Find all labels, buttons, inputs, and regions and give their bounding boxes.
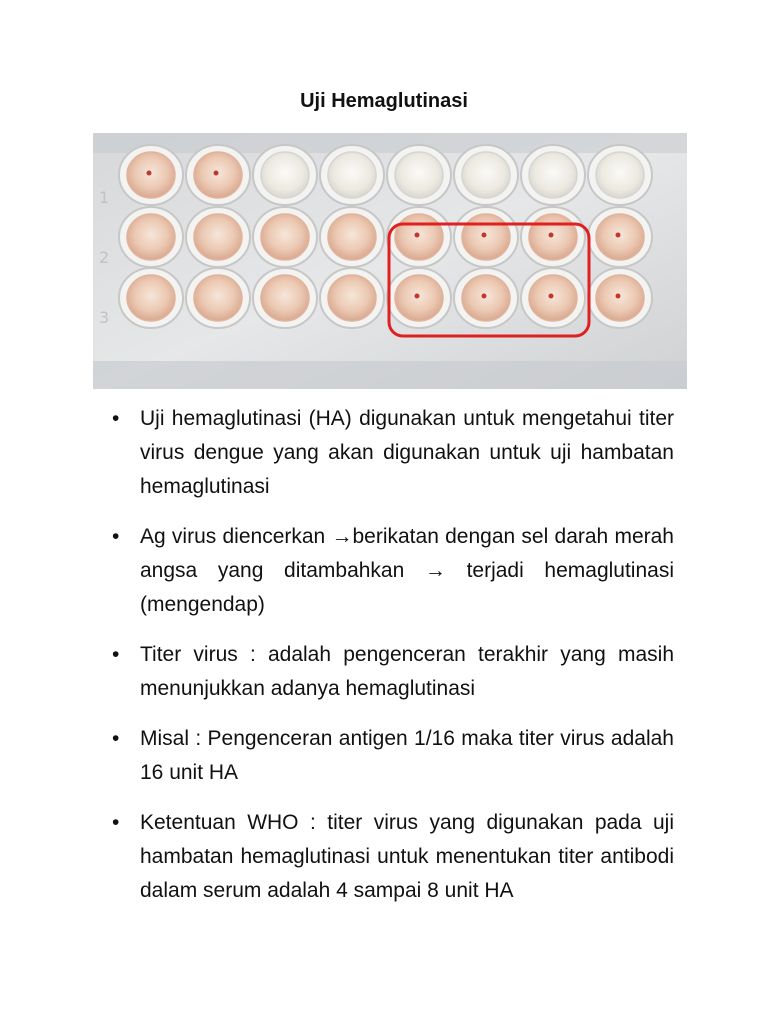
- plate-illustration: [93, 133, 687, 389]
- bullet-list: [112, 402, 674, 924]
- well: [462, 275, 510, 321]
- bullet-icon: •: [112, 643, 120, 666]
- well: [127, 214, 175, 260]
- well: [194, 214, 242, 260]
- well: [328, 152, 376, 198]
- well: [127, 152, 175, 198]
- sediment-dot: [616, 233, 621, 238]
- plate-mark-3: 3: [99, 308, 110, 327]
- well: [127, 275, 175, 321]
- bullet-text: Uji hemaglutinasi (HA) digunakan untuk mengetahui titer virus dengue yang akan digunakan untuk uji hambatan hemaglutinasi: [140, 407, 674, 498]
- well: [395, 214, 443, 260]
- bullet-text: Titer virus : adalah pengenceran terakhir yang masih menunjukkan adanya hemaglutinasi: [140, 643, 674, 700]
- well: [261, 275, 309, 321]
- plate-mark-2: 2: [99, 248, 110, 267]
- well: [261, 152, 309, 198]
- list-item: [112, 638, 674, 706]
- list-item: [112, 806, 674, 908]
- sediment-dot: [549, 294, 554, 299]
- bullet-icon: •: [112, 727, 120, 750]
- well: [529, 214, 577, 260]
- hemagglutination-plate-photo: [93, 133, 687, 389]
- bullet-text: Misal : Pengenceran antigen 1/16 maka titer virus adalah 16 unit HA: [140, 727, 674, 784]
- bullet-icon: •: [112, 811, 120, 834]
- sediment-dot: [415, 294, 420, 299]
- list-item: [112, 402, 674, 504]
- well: [462, 214, 510, 260]
- well: [529, 152, 577, 198]
- bullet-text: Ketentuan WHO : titer virus yang digunakan pada uji hambatan hemaglutinasi untuk menentukan titer antibodi dalam serum adalah 4 sampai 8 unit HA: [140, 811, 674, 902]
- well: [395, 152, 443, 198]
- sediment-dot: [549, 233, 554, 238]
- sediment-dot: [482, 233, 487, 238]
- sediment-dot: [147, 171, 152, 176]
- well: [194, 275, 242, 321]
- sediment-dot: [482, 294, 487, 299]
- well: [596, 214, 644, 260]
- sediment-dot: [214, 171, 219, 176]
- well: [395, 275, 443, 321]
- bullet-text: Ag virus diencerkan →berikatan dengan sel darah merah angsa yang ditambahkan → terjadi hemaglutinasi (mengendap): [140, 525, 674, 616]
- well: [596, 152, 644, 198]
- bullet-icon: •: [112, 525, 120, 548]
- well: [194, 152, 242, 198]
- list-item: [112, 722, 674, 790]
- well: [261, 214, 309, 260]
- well: [462, 152, 510, 198]
- well: [529, 275, 577, 321]
- sediment-dot: [415, 233, 420, 238]
- plate-mark-1: 1: [99, 188, 110, 207]
- well: [328, 275, 376, 321]
- list-item: [112, 520, 674, 622]
- bullet-icon: •: [112, 407, 120, 430]
- well: [328, 214, 376, 260]
- page-title: Uji Hemaglutinasi: [300, 90, 468, 112]
- sediment-dot: [616, 294, 621, 299]
- well: [596, 275, 644, 321]
